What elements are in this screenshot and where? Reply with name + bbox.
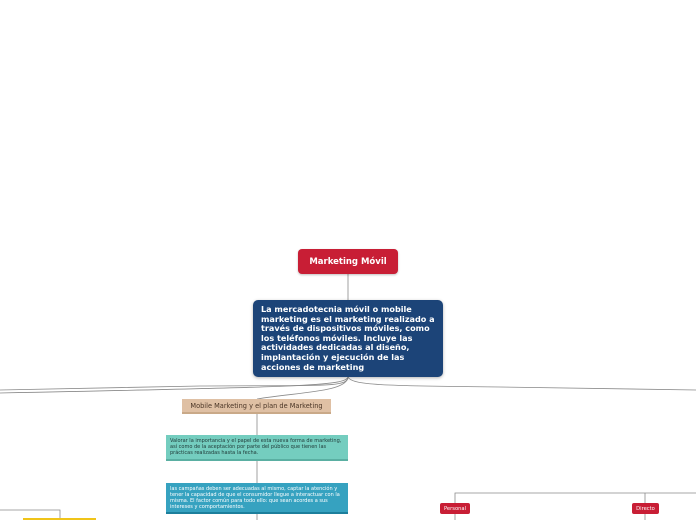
note-campanas-text: las campañas deben ser adecuadas al mismo, captar la atención y tener la capacidad de que el consumidor llegue a interactuar con la misma. El factor común para todo ello: que sean acordes a sus intereses y comportamientos. <box>170 486 340 510</box>
connector-main-right <box>348 377 696 390</box>
connector-right-branch <box>455 493 696 503</box>
note-valorar-text: Valorar la importancia y el papel de esta nueva forma de marketing, así como de la aceptación por parte del público que tienen las prácticas realizadas hasta la fecha. <box>170 438 342 456</box>
subtopic-plan-text: Mobile Marketing y el plan de Marketing <box>190 401 323 410</box>
central-title-node[interactable] <box>298 249 398 274</box>
connector-main-left <box>0 377 348 390</box>
connector-left-branch <box>0 510 60 518</box>
branch-directo-text: Directo <box>636 505 655 512</box>
connector-main-left-2 <box>0 377 348 393</box>
branch-directo-node[interactable] <box>632 503 659 514</box>
note-campanas-node[interactable] <box>166 483 348 514</box>
subtopic-plan-node[interactable] <box>182 399 331 414</box>
main-topic-node[interactable] <box>253 300 443 377</box>
central-title-text: Marketing Móvil <box>309 256 387 267</box>
connector-main-plan <box>257 377 348 399</box>
branch-personal-text: Personal <box>443 505 467 512</box>
note-valorar-node[interactable] <box>166 435 348 461</box>
main-topic-text: La mercadotecnia móvil o mobile marketing es el marketing realizado a través de dispositivos móviles, como los teléfonos móviles. Incluye las actividades dedicadas al diseño, implantación y ejecución de las acciones de marketing <box>261 304 435 372</box>
branch-personal-node[interactable] <box>440 503 470 514</box>
